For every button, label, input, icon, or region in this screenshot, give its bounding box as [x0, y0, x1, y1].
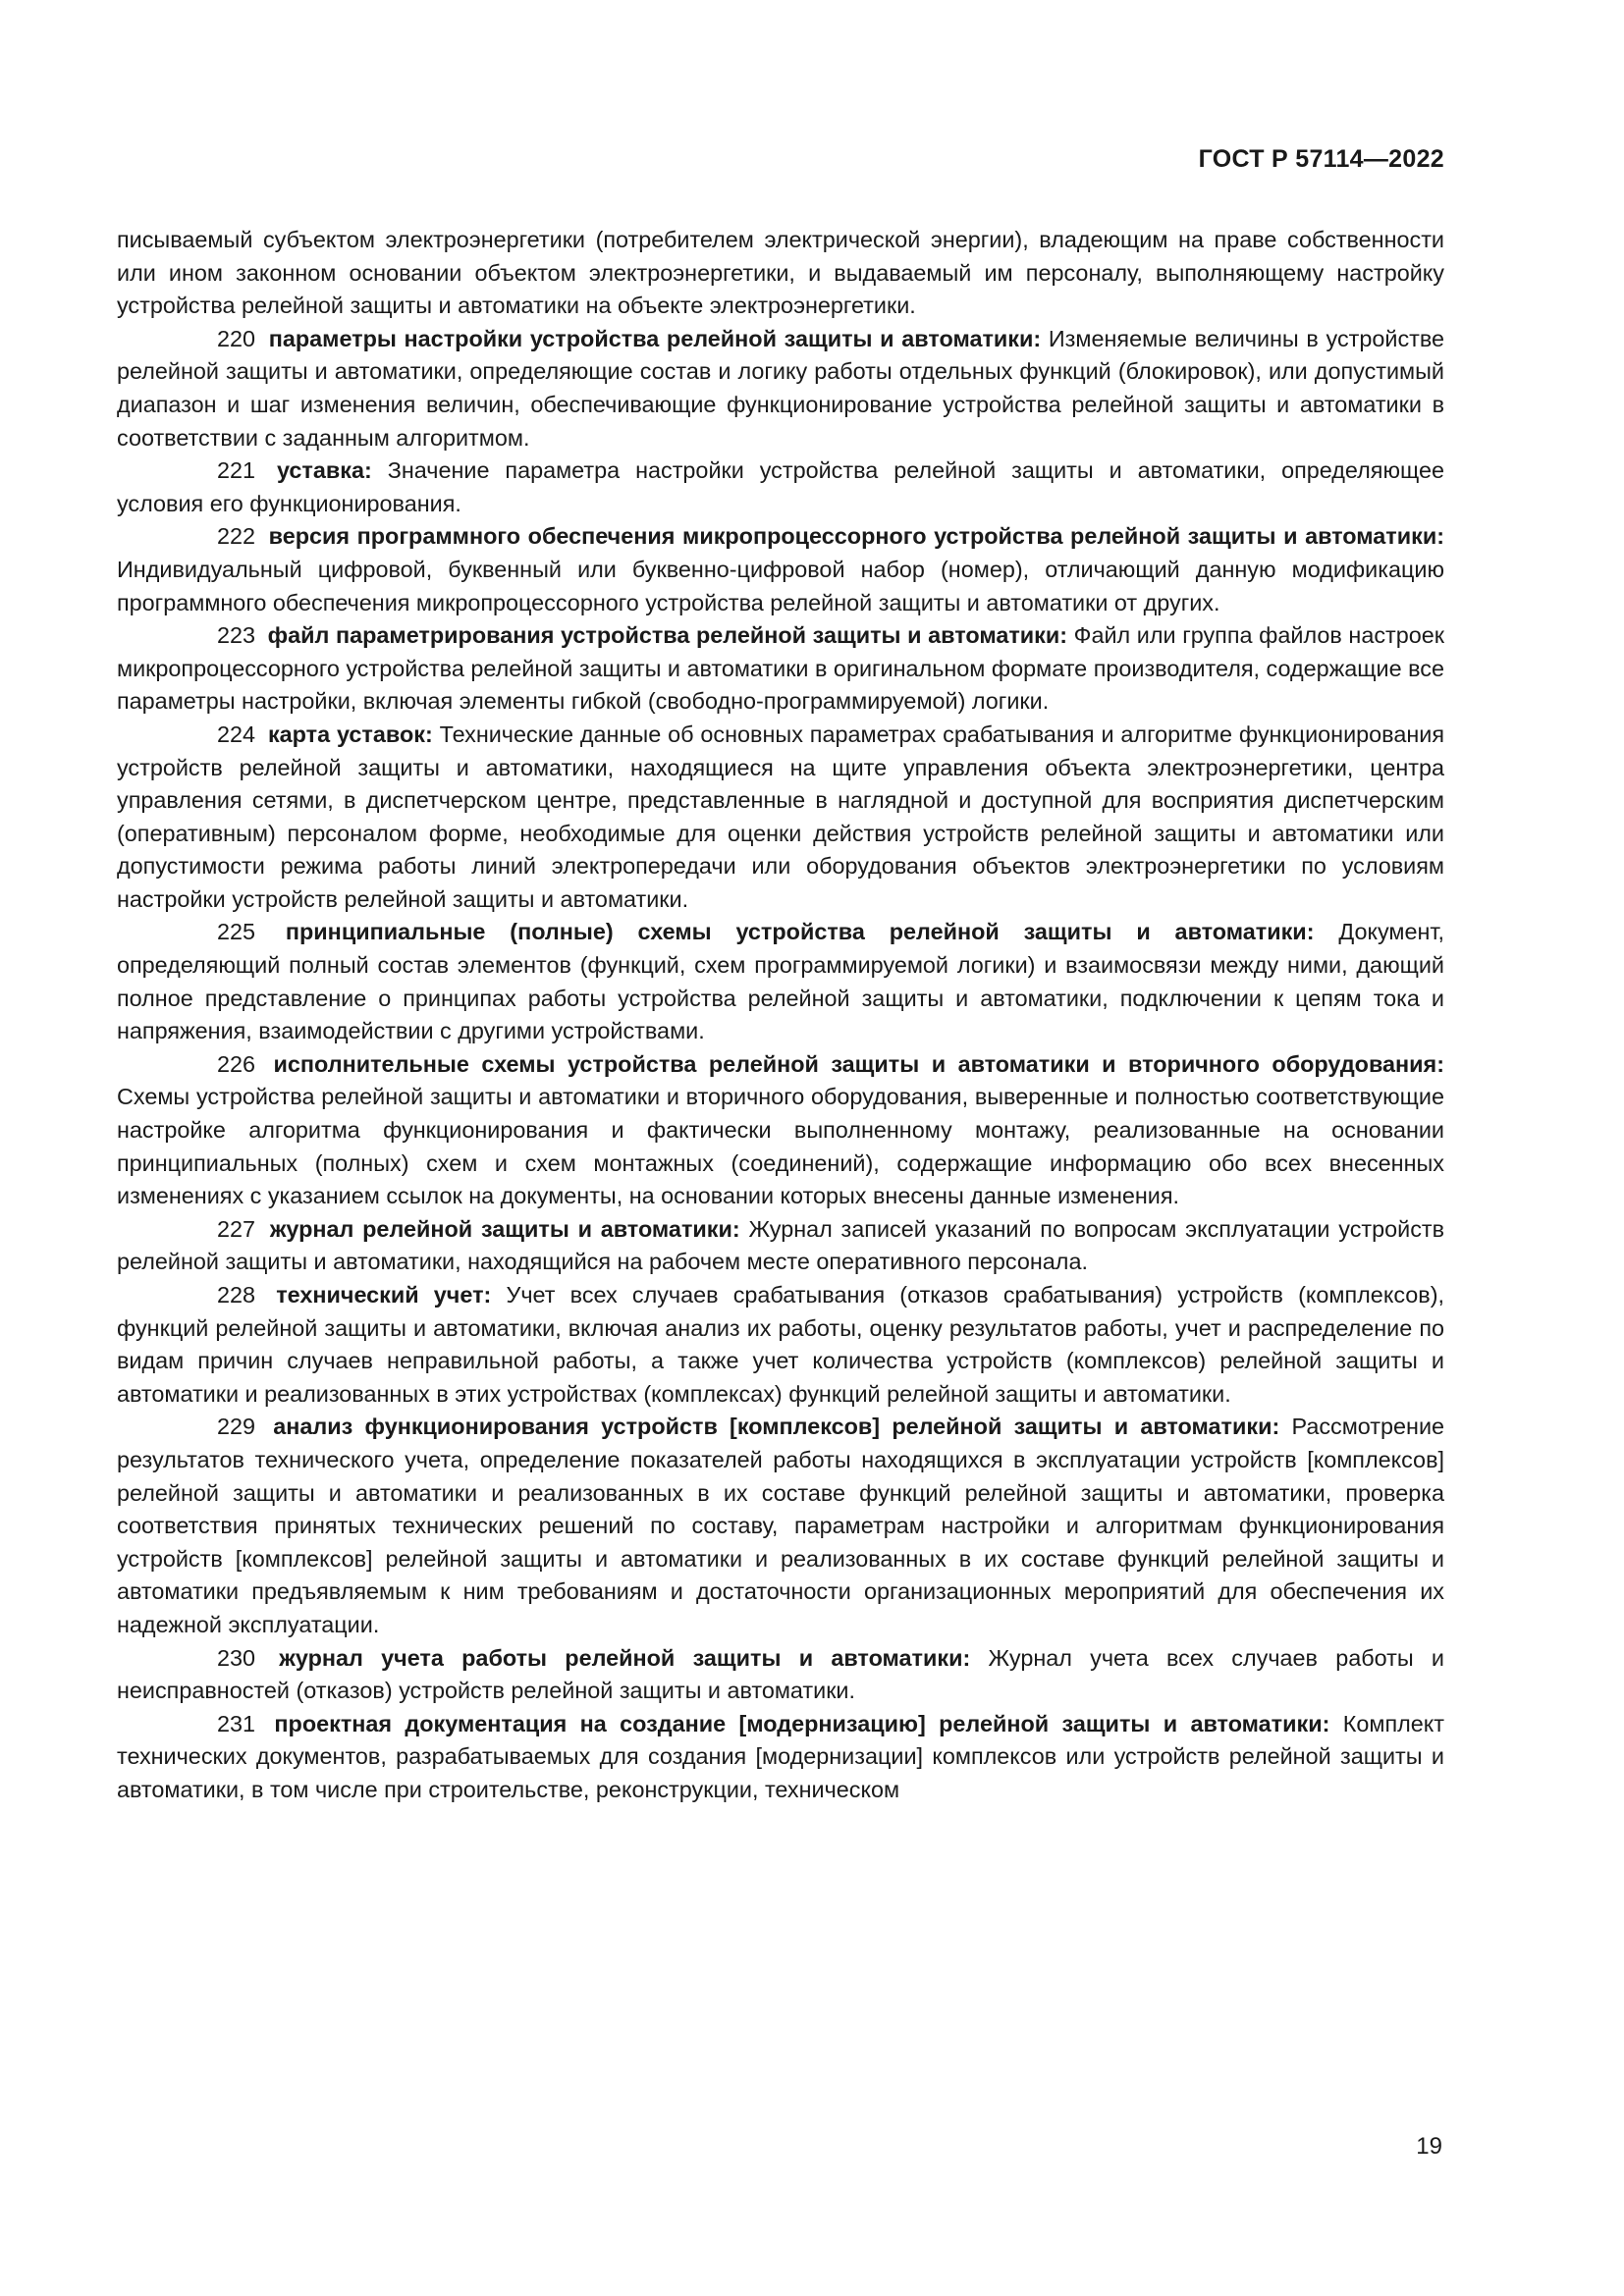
entry-term: журнал учета работы релейной защиты и автоматики:: [279, 1644, 971, 1671]
entry-term: уставка:: [276, 457, 372, 484]
entry-number: 229: [217, 1414, 256, 1440]
entry-definition: Учет всех случаев срабатывания (отказов срабатывания) устройств (комплексов), функций релейной защиты и автоматики, включая анализ их работы, оценку результатов работы, учет и распределение по видам причин случаев неправильной работы, а также учет количества устройств (комплексов) релейной защиты и автоматики и реализованных в этих устройствах (комплексах) функций релейной защиты и автоматики.: [117, 1282, 1444, 1407]
entry-definition: Комплект технических документов, разрабатываемых для создания [модернизации] комплексов или устройств релейной защиты и автоматики, в том числе при строительстве, реконструкции, техническом: [117, 1710, 1445, 1802]
entry-231: [117, 1708, 1444, 1807]
entry-number: 220: [217, 325, 256, 351]
entry-term: версия программного обеспечения микропроцессорного устройства релейной защиты и автоматики:: [268, 523, 1445, 550]
entry-229: [117, 1411, 1444, 1641]
entry-number: 221: [217, 457, 256, 484]
entry-definition: Журнал записей указаний по вопросам эксплуатации устройств релейной защиты и автоматики, находящийся на рабочем месте оперативного персонала.: [117, 1215, 1445, 1275]
entry-number: 222: [217, 523, 256, 550]
entry-definition: Документ, определяющий полный состав элементов (функций, схем программируемой логики) и взаимосвязи между ними, дающий полное представление о принципах работы устройства релейной защиты и автоматики, подключении к цепям тока и напряжения, взаимодействии с другими устройствами.: [117, 919, 1445, 1044]
entry-term: карта уставок:: [267, 721, 433, 747]
entry-228: [117, 1279, 1444, 1411]
entry-definition: Изменяемые величины в устройстве релейной защиты и автоматики, определяющие состав и логику работы отдельных функций (блокировок), или допустимый диапазон и шаг изменения величин, обеспечивающие функционирование устройства релейной защиты и автоматики в соответствии с заданным алгоритмом.: [117, 325, 1445, 451]
entry-223: [117, 619, 1444, 719]
intro-paragraph: писываемый субъектом электроэнергетики (потребителем электрической энергии), владеющим на праве собственности или ином законном основании объектом электроэнергетики, и выдаваемый им персоналу, выполняющему настройку устройства релейной защиты и автоматики на объекте электроэнергетики.: [117, 227, 1444, 319]
document-header: ГОСТ Р 57114—2022: [1198, 145, 1444, 173]
page-number: 19: [1416, 2133, 1442, 2160]
entry-definition: Индивидуальный цифровой, буквенный или буквенно-цифровой набор (номер), отличающий данную модификацию программного обеспечения микропроцессорного устройства релейной защиты и автоматики от других.: [117, 556, 1444, 615]
document-body: [117, 224, 1444, 1807]
entry-220: [117, 323, 1444, 454]
entry-number: 227: [217, 1215, 256, 1242]
entry-definition: Рассмотрение результатов технического учета, определение показателей работы находящихся в эксплуатации устройств [комплексов] релейной защиты и автоматики и реализованных в их составе функций релейной защиты и автоматики, проверка соответствия принятых технических решений по составу, параметрам настройки и алгоритмам функционирования устройств [комплексов] релейной защиты и автоматики и реализованных в их составе функций релейной защиты и автоматики предъявляемым к ним требованиям и достаточности организационных мероприятий для обеспечения их надежной эксплуатации.: [117, 1414, 1445, 1637]
entry-224: [117, 719, 1444, 917]
entry-number: 226: [217, 1050, 256, 1077]
entry-225: [117, 916, 1444, 1047]
entry-term: файл параметрирования устройства релейной защиты и автоматики:: [267, 622, 1068, 649]
entry-term: исполнительные схемы устройства релейной защиты и автоматики и вторичного оборудования:: [273, 1050, 1444, 1077]
entry-number: 224: [217, 721, 256, 747]
entry-definition: Файл или группа файлов настроек микропроцессорного устройства релейной защиты и автоматики в оригинальном формате производителя, содержащие все параметры настройки, включая элементы гибкой (свободно-программируемой) логики.: [117, 622, 1445, 715]
entry-definition: Технические данные об основных параметрах срабатывания и алгоритме функционирования устройств релейной защиты и автоматики, находящиеся на щите управления объекта электроэнергетики, центра управления сетями, в диспетчерском центре, представленные в наглядной и доступной для восприятия диспетчерским (оперативным) персоналом форме, необходимые для оценки действия устройств релейной защиты и автоматики или допустимости режима работы линий электропередачи или оборудования объектов электроэнергетики по условиям настройки устройств релейной защиты и автоматики.: [117, 721, 1444, 912]
entry-definition: Схемы устройства релейной защиты и автоматики и вторичного оборудования, выверенные и полностью соответствующие настройке алгоритма функционирования и фактически выполненному монтажу, реализованные на основании принципиальных (полных) схем и схем монтажных (соединений), содержащие информацию обо всех внесенных изменениях с указанием ссылок на документы, на основании которых внесены данные изменения.: [117, 1084, 1444, 1209]
entry-term: технический учет:: [276, 1282, 492, 1308]
entry-number: 231: [217, 1710, 256, 1736]
entry-term: проектная документация на создание [модернизацию] релейной защиты и автоматики:: [274, 1710, 1330, 1736]
entry-222: [117, 520, 1444, 619]
entry-number: 230: [217, 1644, 256, 1671]
entry-number: 225: [217, 919, 256, 945]
entry-term: принципиальные (полные) схемы устройства релейной защиты и автоматики:: [285, 919, 1315, 945]
entry-term: анализ функционирования устройств [комплексов] релейной защиты и автоматики:: [273, 1414, 1280, 1440]
entry-226: [117, 1048, 1444, 1213]
entry-definition: Значение параметра настройки устройства релейной защиты и автоматики, определяющее условия его функционирования.: [117, 457, 1445, 516]
entry-227: [117, 1213, 1444, 1279]
entry-230: [117, 1642, 1444, 1708]
entry-term: журнал релейной защиты и автоматики:: [269, 1215, 740, 1242]
entry-number: 228: [217, 1282, 256, 1308]
entry-term: параметры настройки устройства релейной защиты и автоматики:: [268, 325, 1042, 351]
entry-definition: Журнал учета всех случаев работы и неисправностей (отказов) устройств релейной защиты и автоматики.: [117, 1644, 1444, 1704]
entry-221: [117, 454, 1444, 520]
entry-number: 223: [217, 622, 256, 649]
